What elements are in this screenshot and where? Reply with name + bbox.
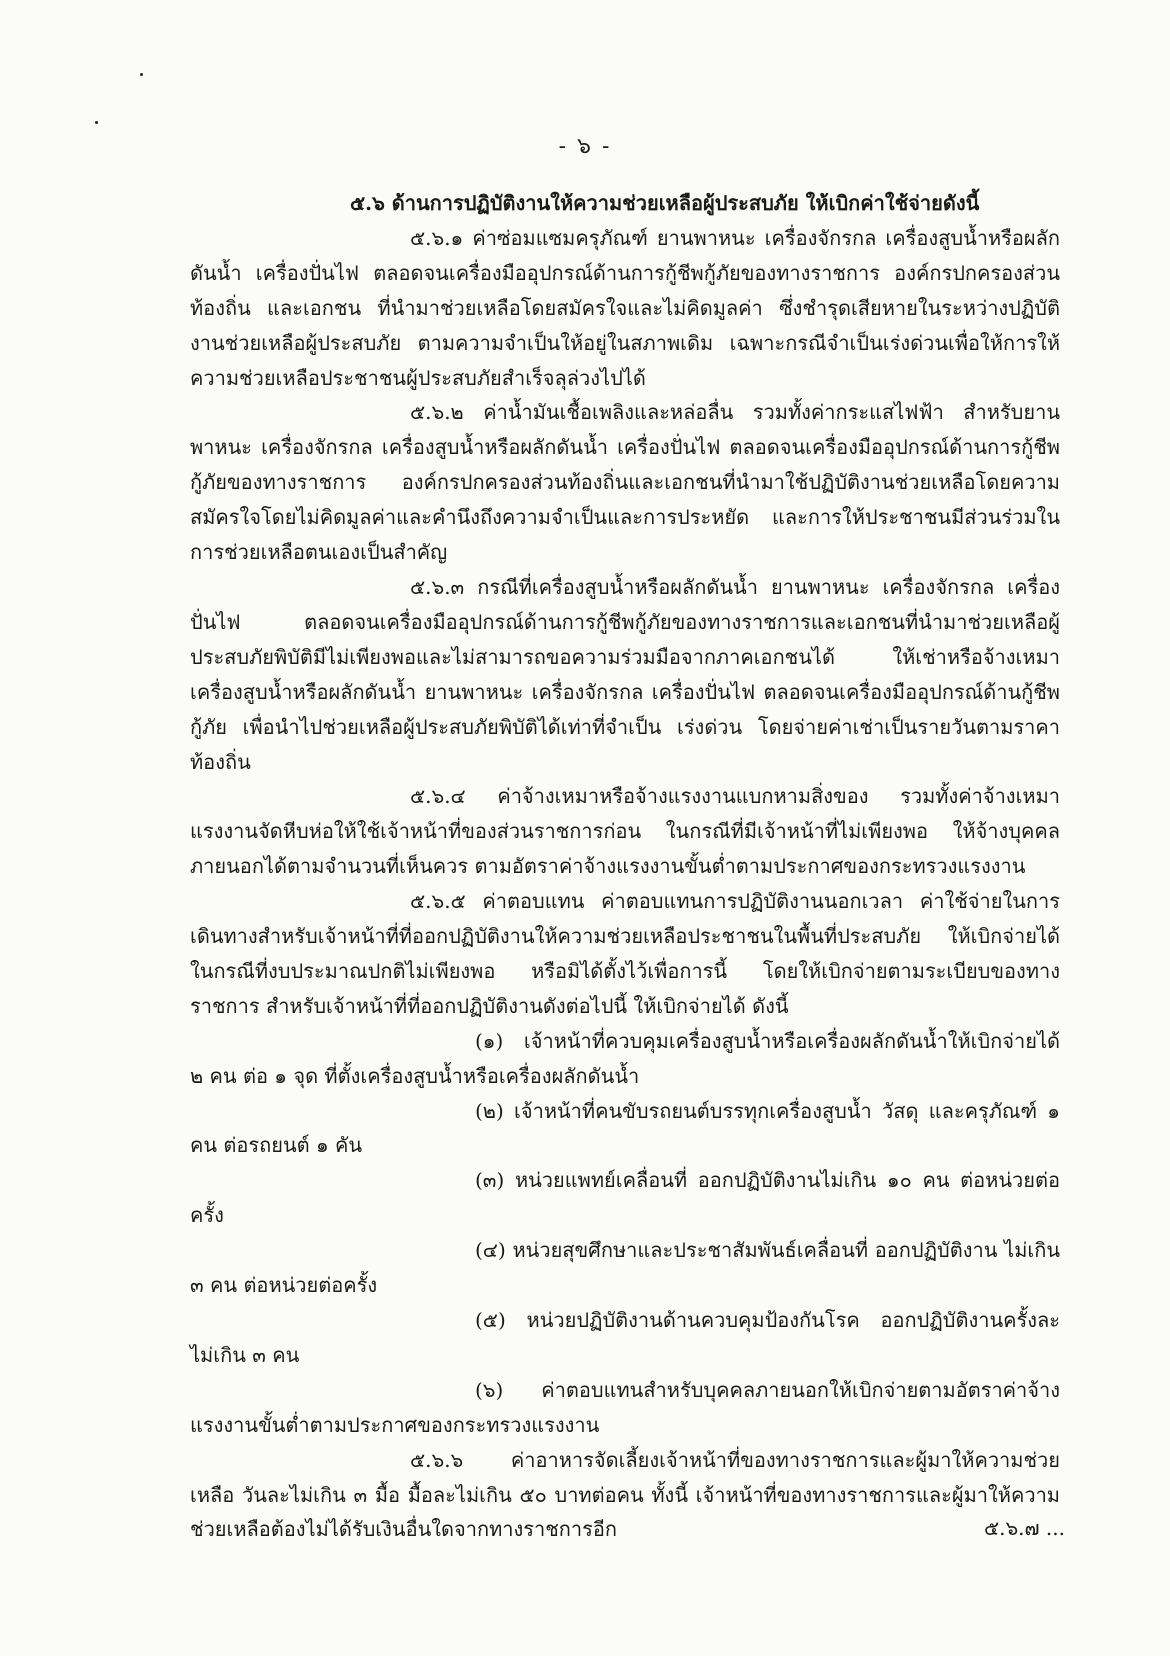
section-heading: ๕.๖ ด้านการปฏิบัติงานให้ความช่วยเหลือผู้ประสบภัย ให้เบิกค่าใช้จ่ายดังนี้ xyxy=(350,191,980,215)
paragraph-5-6-2: ๕.๖.๒ ค่าน้ำมันเชื้อเพลิงและหล่อลื่น รวมทั้งค่ากระแสไฟฟ้า สำหรับยานพาหนะ เครื่องจักรกล เครื่องสูบน้ำหรือผลักดันน้ำ เครื่องปั่นไฟ ตลอดจนเครื่องมืออุปกรณ์ด้านการกู้ชีพกู้ภัยของทางราชการ องค์กรปกครองส่วนท้องถิ่นและเอกชนที่นำมาใช้ปฏิบัติงานช่วยเหลือโดยความสมัครใจโดยไม่คิดมูลค่าและคำนึงถึงความจำเป็นและการประหยัด และการให้ประชาชนมีส่วนร่วมในการช่วยเหลือตนเองเป็นสำคัญ xyxy=(190,400,1060,565)
subitem-5: (๕) หน่วยปฏิบัติงานด้านควบคุมป้องกันโรค ออกปฏิบัติงานครั้งละ ไม่เกิน ๓ คน xyxy=(190,1308,1060,1367)
subitem-6: (๖) ค่าตอบแทนสำหรับบุคคลภายนอกให้เบิกจ่ายตามอัตราค่าจ้าง แรงงานขั้นต่ำตามประกาศของกระทรวงแรงงาน xyxy=(190,1377,1060,1437)
subitem-2: (๒) เจ้าหน้าที่คนขับรถยนต์บรรทุกเครื่องสูบน้ำ วัสดุ และครุภัณฑ์ ๑ คน ต่อรถยนต์ ๑ คัน xyxy=(190,1098,1060,1158)
paragraph-5-6-5: ๕.๖.๕ ค่าตอบแทน ค่าตอบแทนการปฏิบัติงานนอกเวลา ค่าใช้จ่ายในการเดินทางสำหรับเจ้าหน้าที่ที่ออกปฏิบัติงานให้ความช่วยเหลือประชาชนในพื้นที่ประสบภัย ให้เบิกจ่ายได้ในกรณีที่งบประมาณปกติไม่เพียงพอ หรือมิได้ตั้งไว้เพื่อการนี้ โดยให้เบิกจ่ายตามระเบียบของทางราชการ สำหรับเจ้าหน้าที่ที่ออกปฏิบัติงานดังต่อไปนี้ ให้เบิกจ่ายได้ ดังนี้ xyxy=(190,889,1060,1018)
subitem-1: (๑) เจ้าหน้าที่ควบคุมเครื่องสูบน้ำหรือเครื่องผลักดันน้ำให้เบิกจ่ายได้ ๒ คน ต่อ ๑ จุด ที่ตั้งเครื่องสูบน้ำหรือเครื่องผลักดันน้ำ xyxy=(190,1028,1060,1088)
scan-speck xyxy=(140,73,143,76)
subitem-3: (๓) หน่วยแพทย์เคลื่อนที่ ออกปฏิบัติงานไม่เกิน ๑๐ คน ต่อหน่วยต่อครั้ง xyxy=(190,1168,1060,1228)
page-number: - ๖ - xyxy=(558,134,612,159)
document-body xyxy=(190,186,1060,1547)
paragraph-5-6-6: ๕.๖.๖ ค่าอาหารจัดเลี้ยงเจ้าหน้าที่ของทางราชการและผู้มาให้ความช่วยเหลือ วันละไม่เกิน ๓ มื้อ มื้อละไม่เกิน ๕๐ บาทต่อคน ทั้งนี้ เจ้าหน้าที่ของทางราชการและผู้มาให้ความช่วยเหลือต้องไม่ได้รับเงินอื่นใดจากทางราชการอีก xyxy=(190,1447,1060,1542)
continuation-marker: ๕.๖.๗ ... xyxy=(983,1516,1065,1540)
paragraph-5-6-3: ๕.๖.๓ กรณีที่เครื่องสูบน้ำหรือผลักดันน้ำ ยานพาหนะ เครื่องจักรกล เครื่องปั่นไฟ ตลอดจนเครื่องมืออุปกรณ์ด้านการกู้ชีพกู้ภัยของทางราชการและเอกชนที่นำมาช่วยเหลือผู้ประสบภัยพิบัติมีไม่เพียงพอและไม่สามารถขอความร่วมมือจากภาคเอกชนได้ ให้เช่าหรือจ้างเหมาเครื่องสูบน้ำหรือผลักดันน้ำ ยานพาหนะ เครื่องจักรกล เครื่องปั่นไฟ ตลอดจนเครื่องมืออุปกรณ์ด้านกู้ชีพกู้ภัย เพื่อนำไปช่วยเหลือผู้ประสบภัยพิบัติได้เท่าที่จำเป็น เร่งด่วน โดยจ่ายค่าเช่าเป็นรายวันตามราคาท้องถิ่น xyxy=(190,574,1060,774)
subitem-4: (๔) หน่วยสุขศึกษาและประชาสัมพันธ์เคลื่อนที่ ออกปฏิบัติงาน ไม่เกิน ๓ คน ต่อหน่วยต่อครั้ง xyxy=(190,1238,1060,1298)
paragraph-5-6-1: ๕.๖.๑ ค่าซ่อมแซมครุภัณฑ์ ยานพาหนะ เครื่องจักรกล เครื่องสูบน้ำหรือผลักดันน้ำ เครื่องปั่นไฟ ตลอดจนเครื่องมืออุปกรณ์ด้านการกู้ชีพกู้ภัยของทางราชการ องค์กรปกครองส่วนท้องถิ่น และเอกชน ที่นำมาช่วยเหลือโดยสมัครใจและไม่คิดมูลค่า ซึ่งชำรุดเสียหายในระหว่างปฏิบัติงานช่วยเหลือผู้ประสบภัย ตามความจำเป็นให้อยู่ในสภาพเดิม เฉพาะกรณีจำเป็นเร่งด่วนเพื่อให้การให้ความช่วยเหลือประชาชนผู้ประสบภัยสำเร็จลุล่วงไปได้ xyxy=(190,225,1060,390)
paragraph-5-6-4: ๕.๖.๔ ค่าจ้างเหมาหรือจ้างแรงงานแบกหามสิ่งของ รวมทั้งค่าจ้างเหมาแรงงานจัดหีบห่อให้ใช้เจ้าหน้าที่ของส่วนราชการก่อน ในกรณีที่มีเจ้าหน้าที่ไม่เพียงพอ ให้จ้างบุคคลภายนอกได้ตามจำนวนที่เห็นควร ตามอัตราค่าจ้างแรงงานขั้นต่ำตามประกาศของกระทรวงแรงงาน xyxy=(190,784,1060,879)
scan-speck xyxy=(95,121,98,124)
